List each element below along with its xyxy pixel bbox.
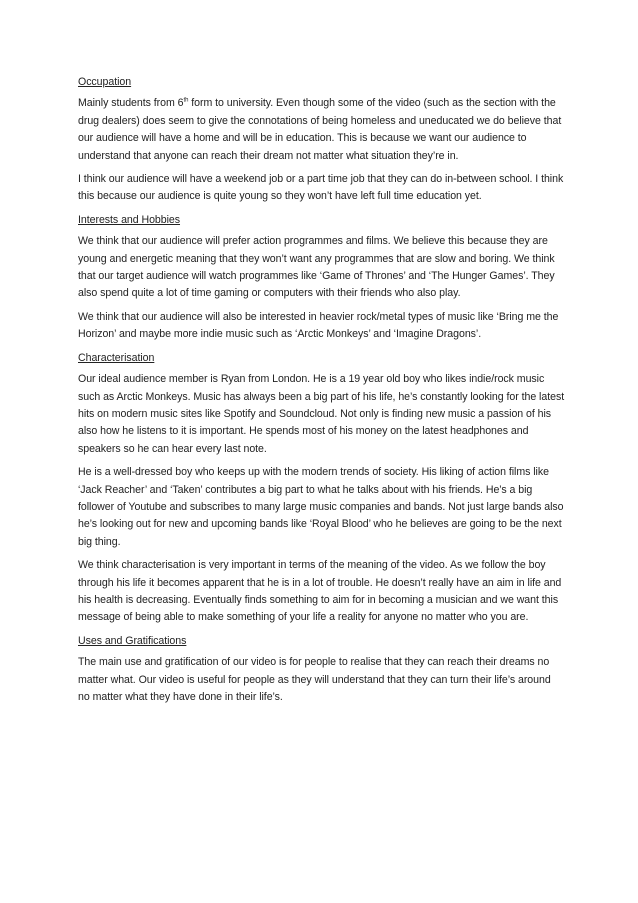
section-uses-and-gratifications [78,633,565,707]
paragraph: He is a well-dressed boy who keeps up with the modern trends of society. His liking of action films like ‘Jack Reacher’ and ‘Taken’ contributes a big part to what he talks about with his friends. He’s a big follower of Youtube and subscribes to many large music companies and bands. Not just large bands also he’s looking out for new and upcoming bands like ‘Royal Blood’ who he believes are going to be the next big thing. [78,466,564,548]
section-heading: Occupation [78,76,132,88]
paragraph: We think characterisation is very important in terms of the meaning of the video. As we follow the boy through his life it becomes apparent that he is in a lot of trouble. He doesn’t really have an aim in life and his health is decreasing. Eventually finds something to aim for in becoming a musician and we want this message of being able to make something of your life a reality for anyone no matter who you are. [78,559,562,624]
paragraph: The main use and gratification of our video is for people to realise that they can reach their dreams no matter what. Our video is useful for people as they will understand that they can turn their life’s around no matter what they have done in their life’s. [78,656,551,703]
paragraph: We think that our audience will also be interested in heavier rock/metal types of music like ‘Bring me the Horizon’ and maybe more indie music such as ‘Arctic Monkeys’ and ‘Imagine Dragons’. [78,310,559,341]
section-heading: Characterisation [78,351,155,364]
section-heading: Uses and Gratifications [78,634,187,647]
section-interests-and-hobbies [78,212,565,344]
section-occupation [78,74,565,206]
paragraph: I think our audience will have a weekend job or a part time job that they can do in-between school. I think this because our audience is quite young so they won’t have left full time education yet. [78,173,564,203]
section-heading: Interests and Hobbies [78,213,181,226]
document-page [78,74,565,712]
paragraph: We think that our audience will prefer action programmes and films. We believe this because they are young and energetic meaning that they won’t want any programmes that are slow and boring. We think that our target audience will watch programmes like ‘Game of Thrones’ and ‘The Hunger Games’. They also spend quite a lot of time gaming or computers with their friends who also play. [78,235,555,300]
paragraph-text-start: Mainly students from 6 [78,97,184,110]
paragraph: Our ideal audience member is Ryan from London. He is a 19 year old boy who likes indie/rock music such as Arctic Monkeys. Music has always been a big part of his life, he’s constantly looking for the latest hits on modern music sites like Spotify and Soundcloud. Not only is finding new music a passion of his also how he listens to it is important. He spends most of his money on the latest headphones and speakers so he can hear every last note. [78,373,565,455]
section-characterisation [78,350,565,627]
paragraph-text-rest: form to university. Even though some of the video (such as the section with the drug dealers) does seem to give the connotations of being homeless and uneducated we do believe that our audience will have a home and will be in education. This is because we want our audience to understand that anyone can reach their dream not matter what situation they’re in. [78,97,562,162]
paragraph [78,95,565,165]
ordinal-suffix: th [183,97,189,104]
